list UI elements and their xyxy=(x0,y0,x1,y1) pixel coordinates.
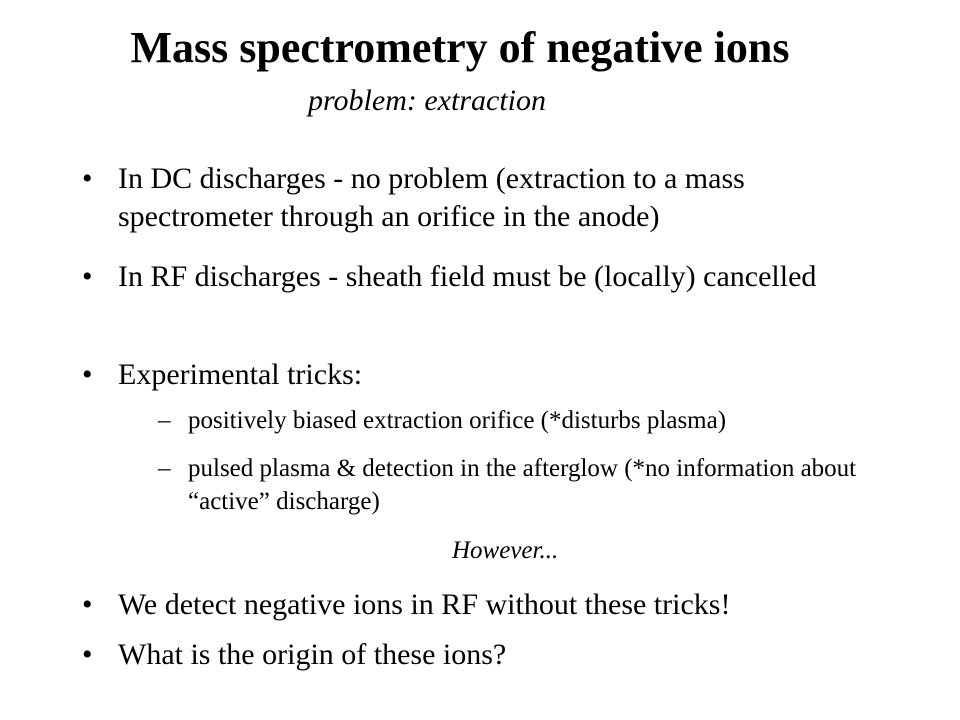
bullet-text: What is the origin of these ions? xyxy=(118,638,507,671)
bullet-item xyxy=(82,586,902,624)
bullet-item xyxy=(82,636,902,674)
bullet-text: We detect negative ions in RF without these tricks! xyxy=(118,588,731,621)
sub-bullet-item xyxy=(158,452,918,518)
bullet-text: Experimental tricks: xyxy=(118,358,363,391)
bullet-item xyxy=(82,356,902,394)
bullet-item xyxy=(82,160,902,236)
slide-title: Mass spectrometry of negative ions xyxy=(130,23,790,72)
bullet-item xyxy=(82,258,902,334)
sub-bullet-text: positively biased extraction orifice (*disturbs plasma) xyxy=(188,407,727,434)
bullet-icon: • xyxy=(82,260,93,293)
bullet-icon: • xyxy=(82,162,93,195)
sub-bullet-text: pulsed plasma & detection in the afterglow (*no information about “active” discharge) xyxy=(188,455,857,515)
dash-icon: – xyxy=(158,407,171,434)
however-note: However... xyxy=(452,537,559,564)
bullet-text: In RF discharges - sheath field must be (locally) cancelled xyxy=(118,260,817,293)
bullet-icon: • xyxy=(82,638,93,671)
sub-bullet-item xyxy=(158,404,918,437)
bullet-text: In DC discharges - no problem (extraction to a mass spectrometer through an orifice in the anode) xyxy=(118,162,745,233)
bullet-icon: • xyxy=(82,358,93,391)
dash-icon: – xyxy=(158,455,171,482)
slide-subtitle: problem: extraction xyxy=(308,84,546,117)
bullet-icon: • xyxy=(82,588,93,621)
